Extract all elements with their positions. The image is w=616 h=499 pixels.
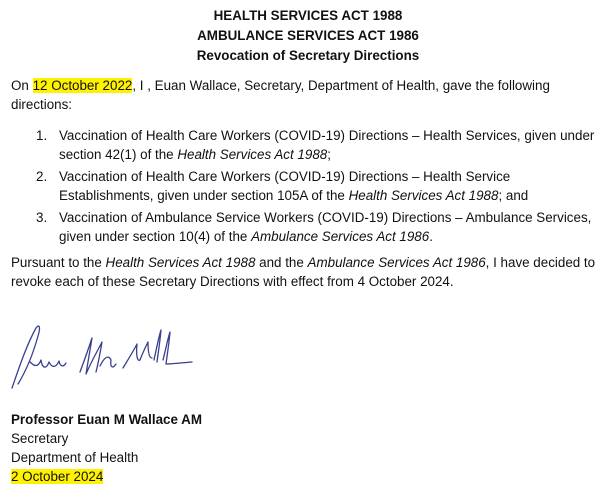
pursuant-text: and the (255, 255, 308, 270)
direction-act: Health Services Act 1988 (348, 188, 499, 203)
signatory-department: Department of Health (11, 450, 139, 465)
direction-item-1 (36, 126, 606, 164)
heading-health-services-act: HEALTH SERVICES ACT 1988 (213, 8, 403, 23)
directions-list (36, 126, 606, 249)
document-heading (0, 6, 616, 66)
signoff-block (11, 410, 202, 486)
direction-act: Health Services Act 1988 (177, 147, 328, 162)
direction-number: 1. (36, 128, 48, 143)
pursuant-text: Pursuant to the (11, 255, 106, 270)
heading-ambulance-services-act: AMBULANCE SERVICES ACT 1986 (197, 28, 419, 43)
direction-suffix: . (429, 229, 433, 244)
direction-text: Vaccination of Ambulance Service Workers (COVID-19) Directions – Ambulance Services, given under section 10(4) of the (59, 210, 592, 244)
direction-number: 2. (36, 169, 48, 184)
signatory-name: Professor Euan M Wallace AM (11, 412, 202, 427)
highlighted-original-date: 12 October 2022 (32, 78, 133, 93)
pursuant-text: , I have decided to revoke each of these Secretary Directions with effect from 4 October 2024. (11, 255, 596, 289)
intro-prefix: On (11, 78, 33, 93)
heading-revocation-title: Revocation of Secretary Directions (196, 48, 420, 63)
revocation-paragraph (11, 253, 601, 291)
pursuant-act-health: Health Services Act 1988 (105, 255, 256, 270)
direction-suffix: ; (327, 147, 331, 162)
intro-paragraph (11, 76, 601, 114)
direction-number: 3. (36, 210, 48, 225)
direction-item-3 (36, 208, 606, 246)
signatory-title: Secretary (11, 431, 69, 446)
direction-text: Vaccination of Health Care Workers (COVID-19) Directions – Health Service Establishments, given under section 105A of the (59, 169, 511, 203)
direction-act: Ambulance Services Act 1986 (251, 229, 430, 244)
pursuant-act-ambulance: Ambulance Services Act 1986 (307, 255, 486, 270)
signature-icon (8, 316, 198, 401)
intro-text: , I , Euan Wallace, Secretary, Department of Health, gave the following directions: (11, 78, 550, 112)
direction-item-2 (36, 167, 606, 205)
direction-suffix: ; and (498, 188, 529, 203)
highlighted-signature-date: 2 October 2024 (11, 469, 104, 484)
direction-text: Vaccination of Health Care Workers (COVID-19) Directions – Health Services, given under section 42(1) of the (59, 128, 595, 162)
